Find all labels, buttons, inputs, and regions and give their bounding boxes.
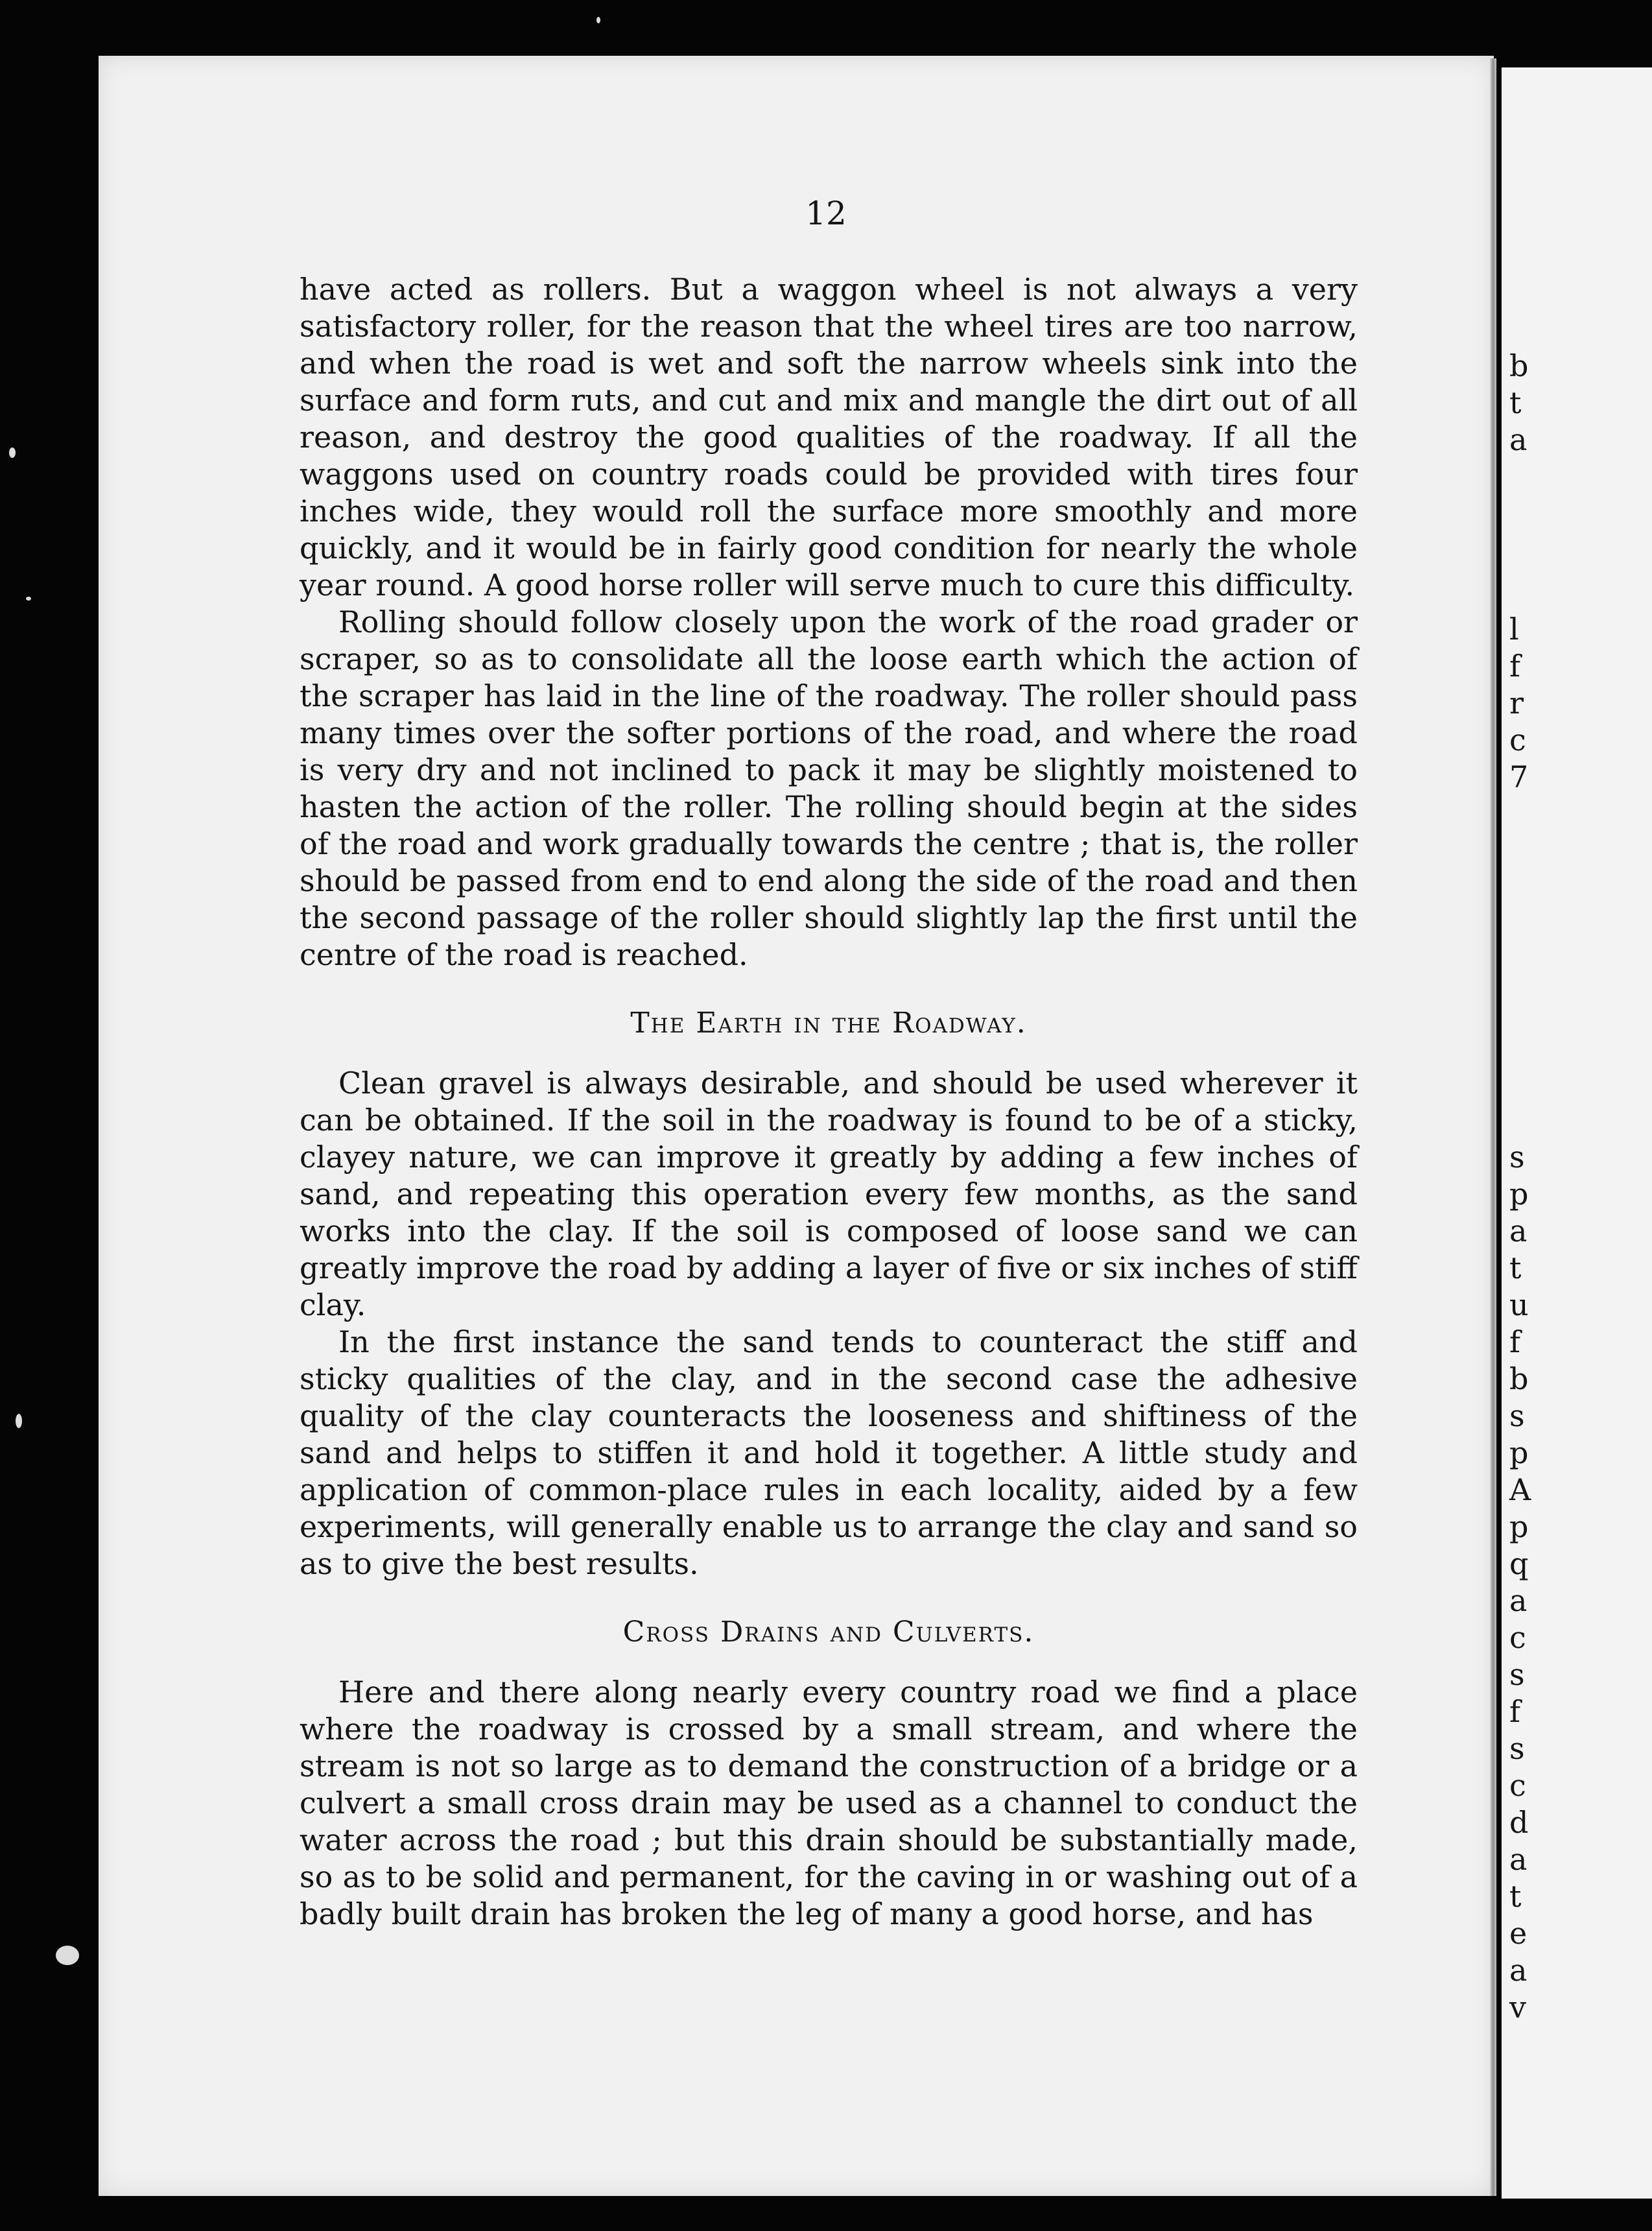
- facing-page-letter: b: [1509, 1361, 1529, 1396]
- page-body: [300, 271, 1358, 1933]
- facing-page-letter: s: [1509, 1398, 1525, 1433]
- facing-page-letter: a: [1509, 1953, 1528, 1988]
- paragraph: Clean gravel is always desirable, and should be used wherever it can be obtained. If the soil in the roadway is found to be of a sticky, clayey nature, we can improve it greatly by adding a few inches of sand, and repeating this operation every few months, as the sand works into the clay. If the soil is composed of loose sand we can greatly improve the road by adding a layer of five or six inches of stiff clay.: [300, 1066, 1358, 1322]
- paragraph: Rolling should follow closely upon the work of the road grader or scraper, so as to consolidate all the loose earth which the action of the scraper has laid in the line of the roadway. The roller should pass many times over the softer portions of the road, and where the road is very dry and not inclined to pack it may be slightly moistened to hasten the action of the roller. The rolling should begin at the sides of the road and work gradually towards the centre ; that is, the roller should be passed from end to end along the side of the road and then the second passage of the roller should slightly lap the first until the centre of the road is reached.: [300, 604, 1358, 972]
- paragraph: Here and there along nearly every country road we find a place where the roadway is crossed by a small stream, and where the stream is not so large as to demand the construction of a bridge or a culvert a small cross drain may be used as a channel to conduct the water across the road ; but this drain should be substantially made, so as to be solid and permanent, for the caving in or washing out of a badly built drain has broken the leg of many a good horse, and has: [300, 1675, 1358, 1931]
- page-number: 12: [805, 195, 847, 232]
- facing-page-letter: p: [1509, 1435, 1529, 1470]
- page-gutter: [1490, 58, 1496, 2196]
- paragraph: have acted as rollers. But a waggon wheel is not always a very satisfactory roller, for the reason that the wheel tires are too narrow, and when the road is wet and soft the narrow wheels sink into the surface and form ruts, and cut and mix and mangle the dirt out of all reason, and destroy the good qualities of the roadway. If all the waggons used on country roads could be provided with tires four inches wide, they would roll the surface more smoothly and more quickly, and it would be in fairly good condition for nearly the whole year round. A good horse roller will serve much to cure this difficulty.: [300, 272, 1358, 602]
- scan-speck: [56, 1946, 79, 1965]
- facing-page-letter: t: [1509, 385, 1522, 420]
- facing-page-letter: f: [1509, 1324, 1521, 1359]
- scan-speck: [26, 597, 31, 601]
- facing-page-letter: s: [1509, 1139, 1525, 1175]
- paragraph: In the first instance the sand tends to counteract the stiff and sticky qualities of the clay, and in the second case the adhesive quality of the clay counteracts the looseness and shiftiness of the sand and helps to stiffen it and hold it together. A little study and application of common-place rules in each locality, aided by a few experiments, will generally enable us to arrange the clay and sand so as to give the best results.: [300, 1324, 1358, 1581]
- section-heading: Cross Drains and Culverts.: [622, 1616, 1035, 1649]
- facing-page-letter: c: [1509, 1768, 1526, 1803]
- facing-page-letter: A: [1509, 1472, 1531, 1507]
- facing-page-letter: q: [1509, 1546, 1529, 1581]
- facing-page-letter: l: [1509, 612, 1519, 647]
- facing-page-letter: a: [1509, 1213, 1528, 1248]
- facing-page-letter: b: [1509, 348, 1529, 383]
- facing-page-letter: c: [1509, 1620, 1526, 1655]
- facing-page-letter: v: [1509, 1990, 1526, 2025]
- facing-page-edge: [1502, 67, 1652, 2199]
- facing-page-letter: e: [1509, 1916, 1528, 1951]
- facing-page-letter: t: [1509, 1879, 1522, 1914]
- facing-page-letter: 7: [1509, 759, 1529, 794]
- facing-page-letter: u: [1509, 1287, 1529, 1322]
- facing-page-letter: f: [1509, 649, 1521, 684]
- scan-speck: [9, 447, 16, 458]
- facing-page-letter: f: [1509, 1694, 1521, 1729]
- facing-page-letter: c: [1509, 722, 1526, 758]
- facing-page-letter: r: [1509, 686, 1524, 721]
- scan-speck: [596, 17, 600, 23]
- facing-page-letter: s: [1509, 1731, 1525, 1766]
- facing-page-letter: t: [1509, 1250, 1522, 1285]
- facing-page-letter: a: [1509, 422, 1528, 457]
- facing-page-letter: a: [1509, 1583, 1528, 1618]
- facing-page-letter: d: [1509, 1805, 1529, 1840]
- facing-page-letter: s: [1509, 1657, 1525, 1692]
- section-heading: The Earth in the Roadway.: [630, 1007, 1027, 1040]
- facing-page-letter: p: [1509, 1176, 1529, 1211]
- scan-speck: [16, 1414, 22, 1428]
- facing-page-letter: p: [1509, 1509, 1529, 1544]
- facing-page-letter: a: [1509, 1842, 1528, 1877]
